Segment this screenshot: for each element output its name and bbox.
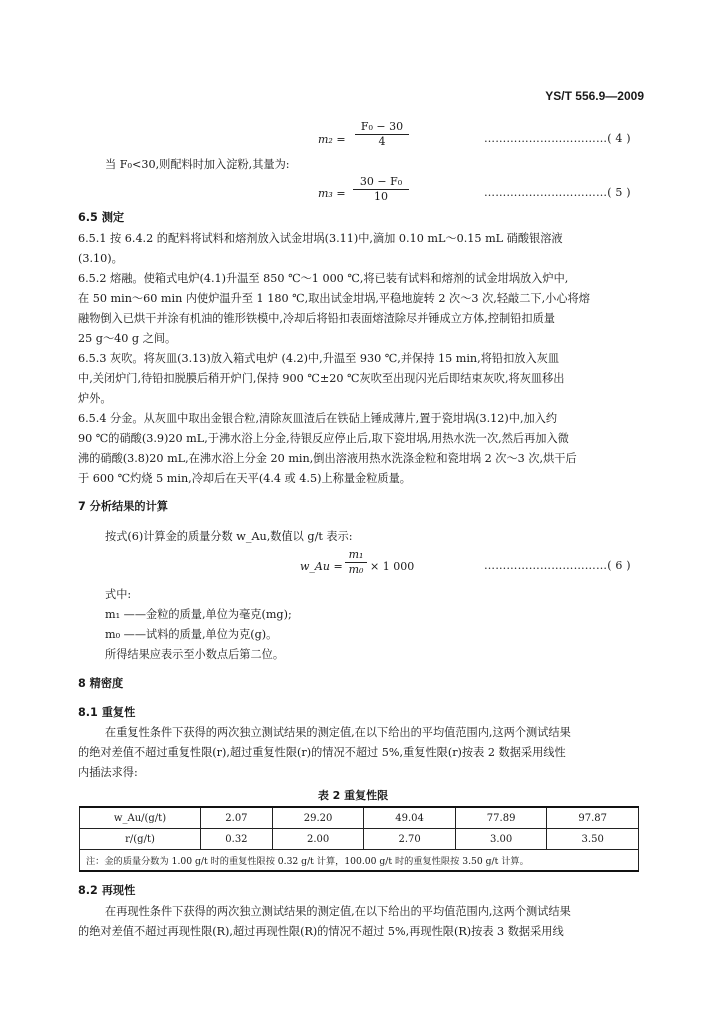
standard-code: YS/T 556.9—2009 <box>545 89 644 103</box>
table-cell: 2.00 <box>272 829 364 850</box>
section-8-1-heading: 8.1 重复性 <box>78 706 136 719</box>
equation-4-lhs: m₂ = <box>318 133 346 146</box>
section-6-5-4-line-3: 沸的硝酸(3.8)20 mL,在沸水浴上分金 20 min,倒出溶液用热水洗涤金粒和瓷坩埚 2 次～3 次,烘干后 <box>78 452 577 465</box>
table-2-row-head-wau: w_Au/(g/t) <box>80 807 201 829</box>
section-6-5-2-line-4: 25 g～40 g 之间。 <box>78 332 177 345</box>
table-cell: 97.87 <box>547 807 639 829</box>
table-row <box>80 850 639 872</box>
equation-6-fraction <box>345 548 367 577</box>
equation-5-denominator: 10 <box>374 190 388 203</box>
section-8-1-line-1: 在重复性条件下获得的两次独立测试结果的测定值,在以下给出的平均值范围内,这两个测试结果 <box>105 726 571 739</box>
equation-5-number: ( 5 ) <box>607 186 631 199</box>
section-6-5-2-line-2: 在 50 min～60 min 内使炉温升至 1 180 ℃,取出试金坩埚,平稳地旋转 2 次～3 次,轻敲二下,小心将熔 <box>78 292 590 305</box>
equation-6-numerator: m₁ <box>345 548 367 563</box>
equation-5-condition: 当 F₀<30,则配料时加入淀粉,其量为: <box>105 158 290 171</box>
equation-6-leader <box>484 559 631 572</box>
section-8-heading: 8 精密度 <box>78 677 124 690</box>
equation-5-dots: …………………………… <box>484 186 608 199</box>
section-6-5-4-line-4: 于 600 ℃灼烧 5 min,冷却后在天平(4.4 或 4.5)上称量金粒质量。 <box>78 472 411 485</box>
section-6-5-1-line-2: (3.10)。 <box>78 252 123 265</box>
table-2-note: 注：金的质量分数为 1.00 g/t 时的重复性限按 0.32 g/t 计算，100.00 g/t 时的重复性限按 3.50 g/t 计算。 <box>80 850 639 872</box>
section-6-5-2-line-1: 6.5.2 熔融。使箱式电炉(4.1)升温至 850 ℃～1 000 ℃,将已装有试料和熔剂的试金坩埚放入炉中, <box>78 272 569 285</box>
equation-4-leader <box>484 132 631 145</box>
equation-6-denominator: m₀ <box>348 563 364 576</box>
table-cell: 2.70 <box>364 829 456 850</box>
rounding-rule: 所得结果应表示至小数点后第二位。 <box>105 648 285 661</box>
section-6-5-3-line-2: 中,关闭炉门,待铅扣脱膜后稍开炉门,保持 900 ℃±20 ℃灰吹至出现闪光后即结束灰吹,将灰皿移出 <box>78 372 565 385</box>
equation-4-denominator: 4 <box>378 135 386 148</box>
where-label: 式中: <box>105 588 132 601</box>
variable-m0-definition: m₀ ——试料的质量,单位为克(g)。 <box>105 628 278 641</box>
table-2-repeatability-limits <box>79 806 639 872</box>
table-cell: 3.50 <box>547 829 639 850</box>
section-8-2-line-2: 的绝对差值不超过再现性限(R),超过再现性限(R)的情况不超过 5%,再现性限(R)按表 3 数据采用线 <box>78 925 564 938</box>
equation-6-number: ( 6 ) <box>607 559 631 572</box>
table-cell: 3.00 <box>455 829 547 850</box>
equation-4-dots: …………………………… <box>484 132 608 145</box>
equation-5-fraction <box>353 175 409 204</box>
section-6-5-heading: 6.5 测定 <box>78 211 125 224</box>
equation-6-dots: …………………………… <box>484 559 608 572</box>
equation-5-lhs: m₃ = <box>318 187 346 200</box>
table-cell: 0.32 <box>201 829 273 850</box>
variable-m1-definition: m₁ ——金粒的质量,单位为毫克(mg); <box>105 608 292 621</box>
equation-4-fraction <box>355 120 409 149</box>
equation-5-leader <box>484 186 631 199</box>
equation-4-number: ( 4 ) <box>607 132 631 145</box>
section-6-5-3-line-1: 6.5.3 灰吹。将灰皿(3.13)放入箱式电炉 (4.2)中,升温至 930 ℃,并保持 15 min,将铅扣放入灰皿 <box>78 352 560 365</box>
section-6-5-4-line-2: 90 ℃的硝酸(3.9)20 mL,于沸水浴上分金,待银反应停止后,取下瓷坩埚,用热水洗一次,然后再加入微 <box>78 432 569 445</box>
table-2-row-head-r: r/(g/t) <box>80 829 201 850</box>
section-8-1-line-2: 的绝对差值不超过重复性限(r),超过重复性限(r)的情况不超过 5%,重复性限(r)按表 2 数据采用线性 <box>78 746 566 759</box>
table-cell: 77.89 <box>455 807 547 829</box>
section-8-1-line-3: 内插法求得: <box>78 766 138 779</box>
equation-4-numerator: F₀ − 30 <box>355 120 409 135</box>
table-cell: 2.07 <box>201 807 273 829</box>
table-cell: 29.20 <box>272 807 364 829</box>
section-6-5-1-line-1: 6.5.1 按 6.4.2 的配料将试料和熔剂放入试金坩埚(3.11)中,滴加 0.10 mL～0.15 mL 硝酸银溶液 <box>78 232 563 245</box>
equation-5-numerator: 30 − F₀ <box>353 175 409 190</box>
table-2-caption: 表 2 重复性限 <box>317 789 389 802</box>
table-cell: 49.04 <box>364 807 456 829</box>
equation-6-multiplier: × 1 000 <box>370 560 415 573</box>
section-8-2-line-1: 在再现性条件下获得的两次独立测试结果的测定值,在以下给出的平均值范围内,这两个测试结果 <box>105 905 571 918</box>
section-6-5-4-line-1: 6.5.4 分金。从灰皿中取出金银合粒,清除灰皿渣后在铁砧上锤成薄片,置于瓷坩埚(3.12)中,加入约 <box>78 412 558 425</box>
section-8-2-heading: 8.2 再现性 <box>78 884 136 897</box>
table-row <box>80 829 639 850</box>
table-row <box>80 807 639 829</box>
section-6-5-2-line-3: 融物倒入已烘干并涂有机油的锥形铁模中,冷却后将铅扣表面熔渣除尽并锤成立方体,控制铅扣质量 <box>78 312 555 325</box>
section-7-intro: 按式(6)计算金的质量分数 w_Au,数值以 g/t 表示: <box>105 530 353 543</box>
equation-6-lhs: w_Au = <box>300 560 343 573</box>
section-7-heading: 7 分析结果的计算 <box>78 500 168 513</box>
section-6-5-3-line-3: 炉外。 <box>78 392 112 405</box>
